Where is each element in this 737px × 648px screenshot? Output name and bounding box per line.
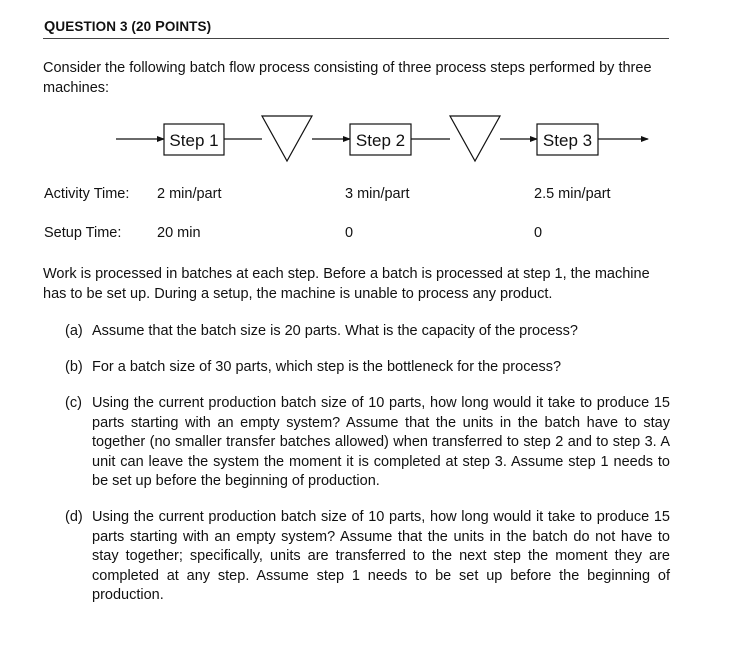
question-c	[65, 394, 670, 492]
question-c-text: Using the current production batch size of 10 parts, how long would it take to produce 15 parts starting with an empty system? Assume that the units in the batch have to stay together (no smaller transfer batches allowed) when transferred to step 2 and to step 3. A unit can leave the system the moment it is completed at step 3. Assume step 1 needs to be set up before the beginning of production.	[92, 395, 670, 489]
question-a-text: Assume that the batch size is 20 parts. What is the capacity of the process?	[92, 323, 578, 339]
question-b-tag: (b)	[65, 359, 83, 375]
buffer-triangle-2	[450, 116, 500, 161]
heading-q: Q	[44, 19, 56, 35]
question-b-text: For a batch size of 30 parts, which step is the bottleneck for the process?	[92, 359, 562, 375]
step-3-label: Step 3	[542, 131, 593, 150]
question-d-tag: (d)	[65, 509, 83, 525]
question-a	[65, 322, 670, 342]
heading-num: 3 (20	[116, 19, 156, 34]
step-1-label: Step 1	[169, 131, 219, 150]
buffer-triangle-1	[262, 116, 312, 161]
heading-close: )	[206, 19, 212, 34]
question-d-text: Using the current production batch size of 10 parts, how long would it take to produce 15 parts starting with an empty system? Assume that the units in the batch do not have to stay together; specifically, units are transferred to the next step the moment they are completed at any step. Assume step 1 needs to be set up before the beginning of production.	[92, 509, 670, 603]
setup-time-step-2: 0	[345, 225, 354, 241]
process-flow-diagram	[0, 0, 737, 200]
question-c-tag: (c)	[65, 395, 82, 411]
activity-time-step-1: 2 min/part	[157, 186, 222, 202]
batch-description: Work is processed in batches at each step. Before a batch is processed at step 1, the machine has to be set up. During a setup, the machine is unable to process any product.	[43, 266, 650, 302]
activity-time-step-2: 3 min/part	[345, 186, 410, 202]
intro-text: Consider the following batch flow process consisting of three process steps performed by three machines:	[43, 60, 652, 96]
setup-time-step-1: 20 min	[157, 225, 201, 241]
heading-oints: OINTS	[164, 19, 207, 34]
question-d	[65, 508, 670, 606]
step-2-label: Step 2	[355, 131, 406, 150]
question-b	[65, 358, 670, 378]
heading-uestion: UESTION	[55, 19, 117, 34]
heading-p: P	[155, 19, 165, 35]
setup-time-label: Setup Time:	[44, 225, 122, 241]
activity-time-step-3: 2.5 min/part	[534, 186, 611, 202]
activity-time-label: Activity Time:	[44, 186, 130, 202]
setup-time-step-3: 0	[534, 225, 543, 241]
question-a-tag: (a)	[65, 323, 83, 339]
